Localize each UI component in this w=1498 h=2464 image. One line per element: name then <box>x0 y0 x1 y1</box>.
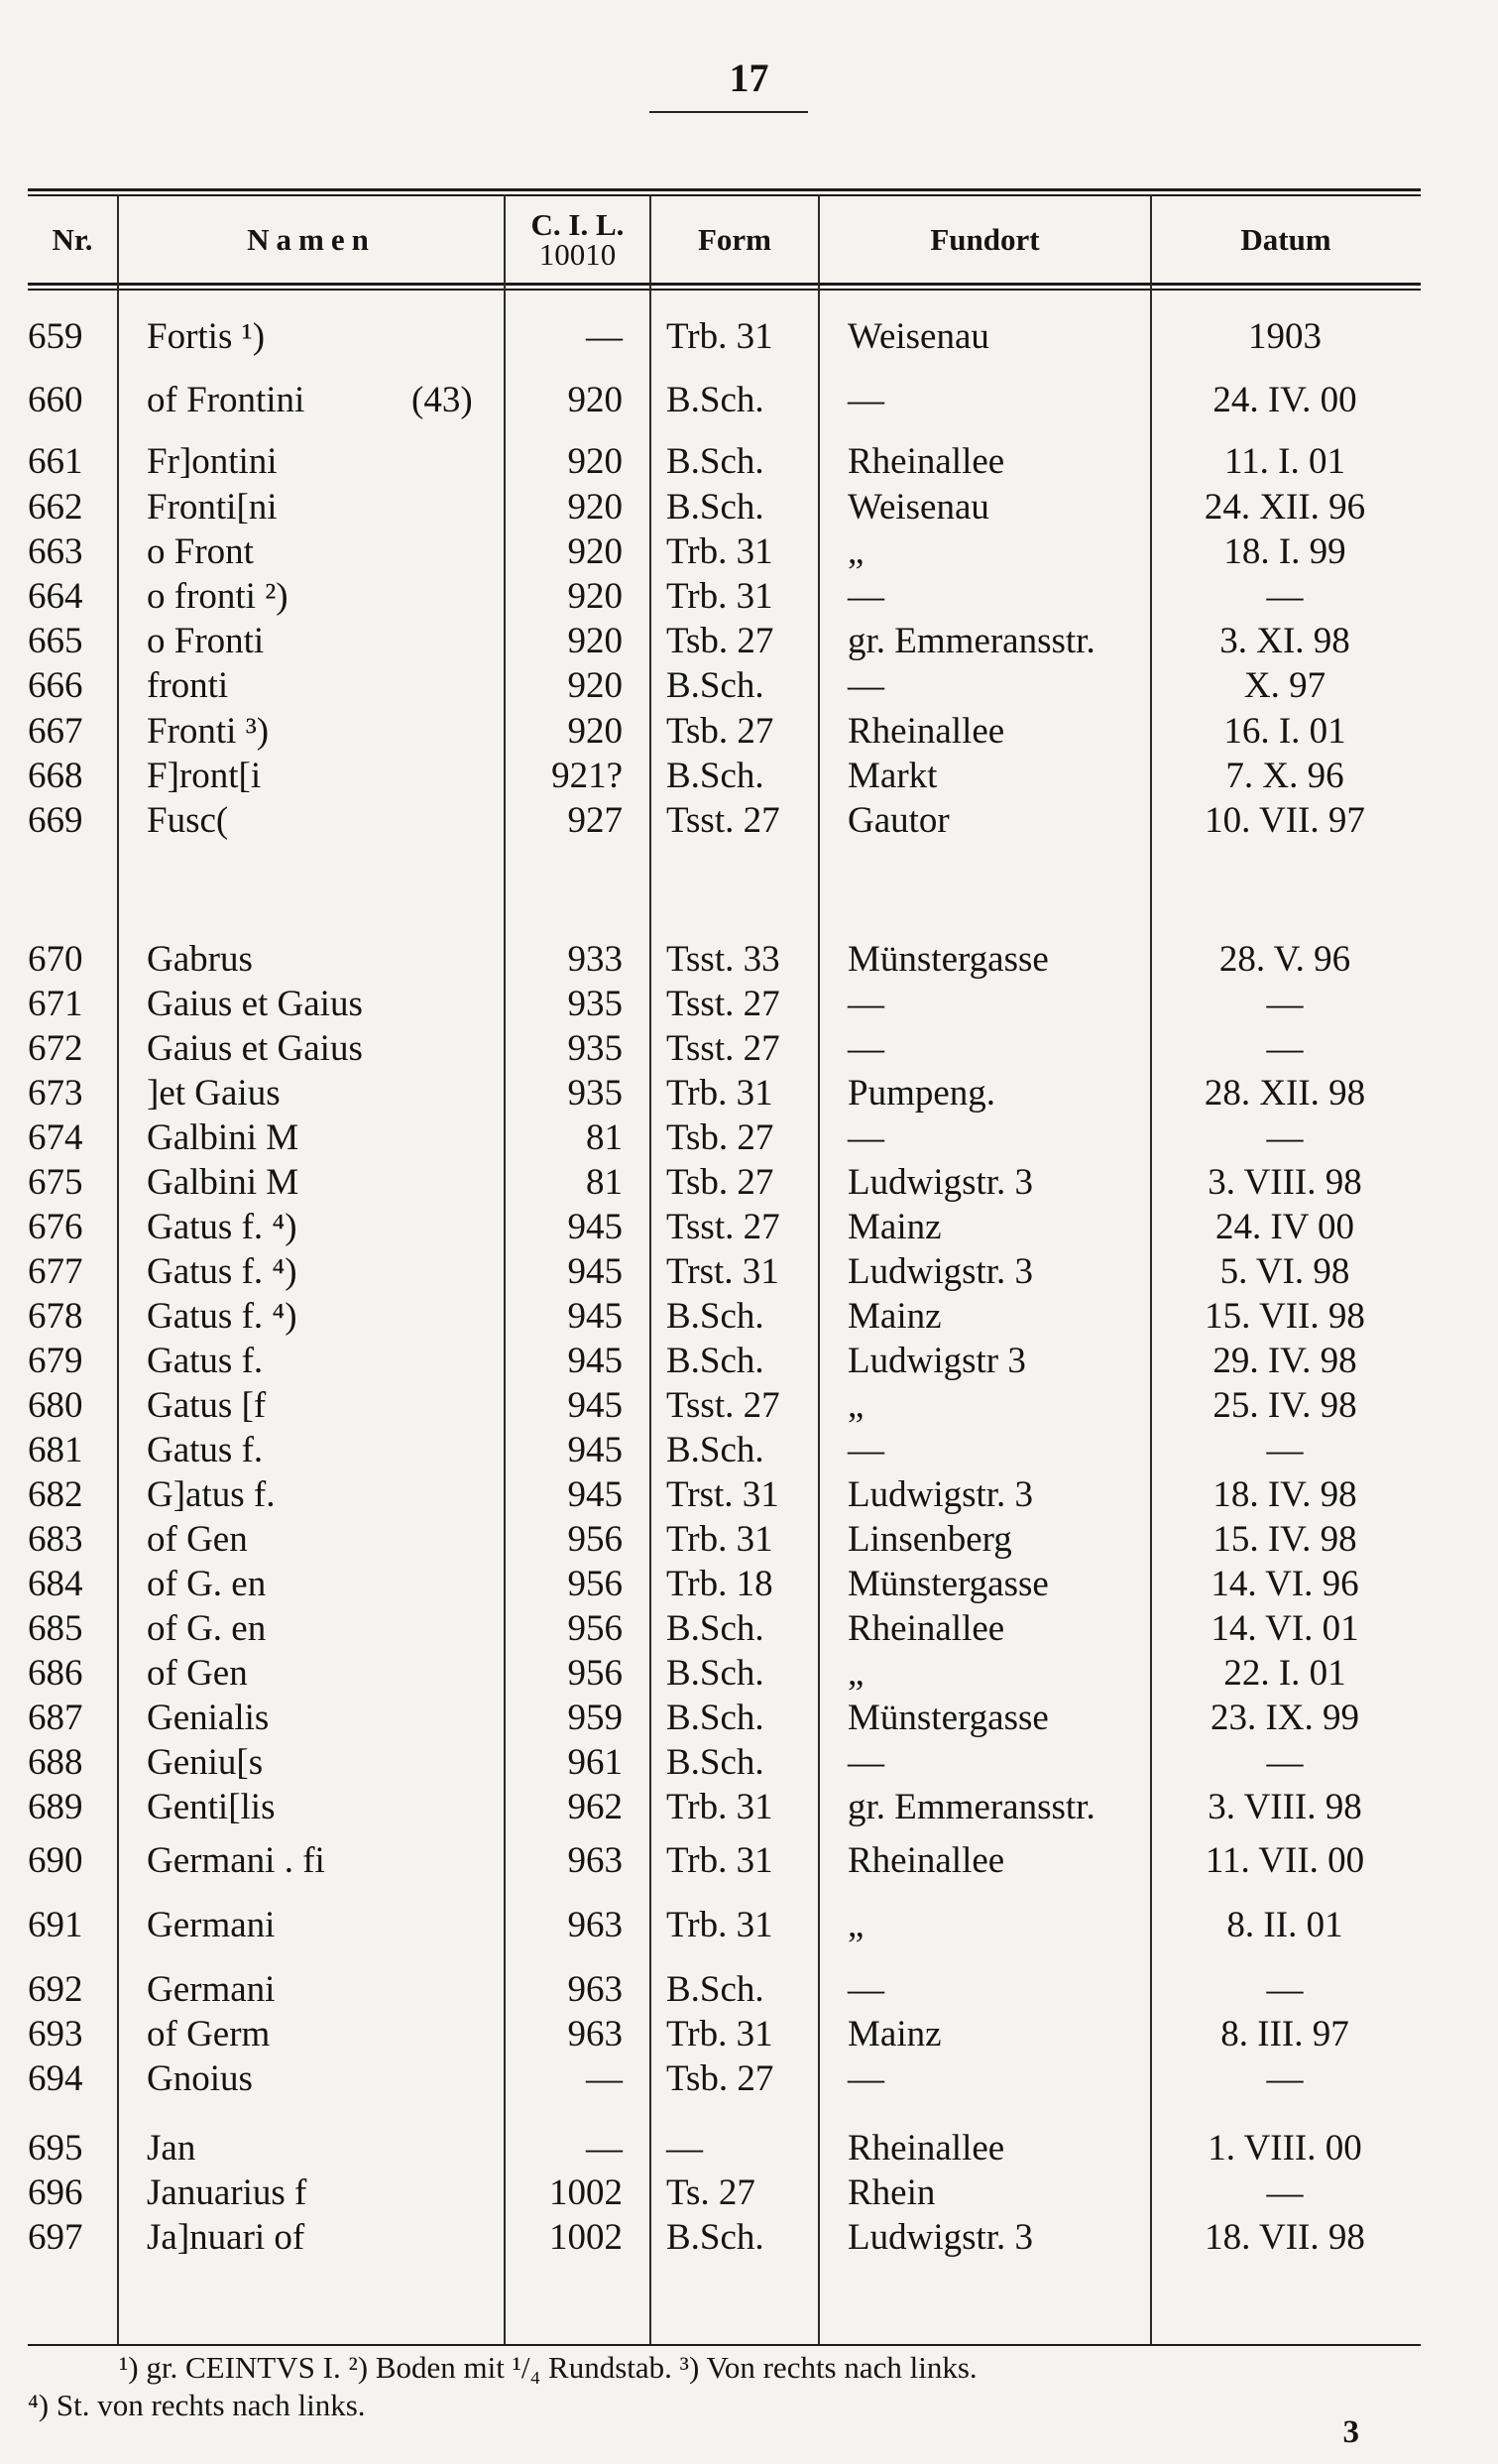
row-datum: 7. X. 96 <box>1225 756 1344 796</box>
row-form: B.Sch. <box>666 1296 764 1337</box>
row-cil: 927 <box>567 800 623 841</box>
row-cil: 920 <box>567 380 623 420</box>
table-row <box>0 1116 1498 1160</box>
table-row <box>0 938 1498 982</box>
row-fundort: — <box>848 1742 884 1783</box>
row-name: Fronti[ni <box>147 487 278 528</box>
row-nr: 691 <box>28 1905 83 1945</box>
row-fundort: — <box>848 576 884 617</box>
row-form: Trb. 31 <box>666 1905 773 1945</box>
row-datum: 28. V. 96 <box>1218 939 1351 980</box>
table-row <box>0 2057 1498 2101</box>
row-form: B.Sch. <box>666 380 764 420</box>
row-datum: 5. VI. 98 <box>1219 1251 1350 1292</box>
row-name: Gatus f. ⁴) <box>147 1207 297 1247</box>
row-cil: 920 <box>567 531 623 572</box>
row-datum: — <box>1266 1742 1304 1783</box>
row-datum: 3. XI. 98 <box>1219 621 1350 661</box>
row-form: Tsb. 27 <box>666 621 774 661</box>
row-form: Trb. 31 <box>666 531 773 572</box>
page-signature-mark: 3 <box>1342 2414 1359 2450</box>
table-row <box>0 1473 1498 1517</box>
table-row <box>0 1786 1498 1829</box>
row-form: Trb. 31 <box>666 1840 773 1881</box>
table-row <box>0 710 1498 754</box>
row-datum: 29. IV. 98 <box>1212 1341 1357 1381</box>
row-form: Tsst. 27 <box>666 800 780 841</box>
table-row <box>0 1027 1498 1071</box>
header-datum: Datum <box>1240 222 1331 257</box>
table-row <box>0 1968 1498 2012</box>
row-datum: 14. VI. 01 <box>1210 1608 1359 1649</box>
row-form: Trb. 31 <box>666 2014 773 2054</box>
row-nr: 672 <box>28 1028 83 1069</box>
footnote-line-2: ⁴) St. von rechts nach links. <box>28 2388 366 2422</box>
row-fundort: Pumpeng. <box>848 1073 996 1114</box>
row-cil: 1002 <box>549 2172 623 2213</box>
row-fundort: „ <box>848 1653 864 1694</box>
row-name: Januarius f <box>147 2172 307 2213</box>
row-datum: 11. I. 01 <box>1224 441 1345 482</box>
row-datum: 25. IV. 98 <box>1212 1385 1357 1426</box>
row-extra: (43) <box>411 380 473 420</box>
row-form: B.Sch. <box>666 1742 764 1783</box>
row-cil: 920 <box>567 487 623 528</box>
table-row <box>0 1741 1498 1785</box>
row-form: — <box>666 2128 703 2169</box>
row-nr: 659 <box>28 316 83 357</box>
table-row <box>0 1839 1498 1883</box>
row-datum: 8. III. 97 <box>1220 2014 1349 2054</box>
row-name: o Fronti <box>147 621 265 661</box>
row-nr: 666 <box>28 665 83 706</box>
row-datum: 8. II. 01 <box>1226 1905 1343 1945</box>
row-name: of Frontini <box>147 380 305 420</box>
row-nr: 679 <box>28 1341 83 1381</box>
row-nr: 663 <box>28 531 83 572</box>
row-fundort: — <box>848 1969 884 2010</box>
row-fundort: Weisenau <box>848 316 989 357</box>
table-row <box>0 575 1498 619</box>
row-cil: 933 <box>567 939 623 980</box>
table-row <box>0 983 1498 1026</box>
row-cil: 956 <box>567 1519 623 1560</box>
row-datum: 3. VIII. 98 <box>1208 1162 1362 1203</box>
row-name: of G. en <box>147 1608 267 1649</box>
table-bottom-rule <box>28 2344 1421 2346</box>
row-cil: 920 <box>567 665 623 706</box>
row-form: Tsst. 33 <box>666 939 780 980</box>
row-name: Genti[lis <box>147 1787 276 1827</box>
row-datum: 28. XII. 98 <box>1204 1073 1366 1114</box>
row-form: Trb. 31 <box>666 1073 773 1114</box>
row-nr: 675 <box>28 1162 83 1203</box>
row-cil: 935 <box>567 1073 623 1114</box>
row-nr: 662 <box>28 487 83 528</box>
row-datum: — <box>1266 1969 1304 2010</box>
row-datum: — <box>1266 984 1304 1024</box>
table-row <box>0 486 1498 529</box>
row-name: of Gen <box>147 1519 248 1560</box>
row-fundort: „ <box>848 1905 864 1945</box>
row-name: G]atus f. <box>147 1474 276 1515</box>
row-form: B.Sch. <box>666 1341 764 1381</box>
table-row <box>0 1206 1498 1249</box>
row-nr: 681 <box>28 1430 83 1470</box>
footnote-line-1: ¹) gr. CEINTVS I. ²) Boden mit ¹/₄ Rundstab. ³) Von rechts nach links. <box>119 2350 978 2385</box>
table-row <box>0 315 1498 359</box>
row-name: Genialis <box>147 1698 270 1738</box>
row-name: Gabrus <box>147 939 253 980</box>
row-name: o Front <box>147 531 254 572</box>
row-name: of G. en <box>147 1564 267 1604</box>
row-form: Ts. 27 <box>666 2172 755 2213</box>
row-fundort: — <box>848 984 884 1024</box>
row-nr: 687 <box>28 1698 83 1738</box>
row-form: Tsst. 27 <box>666 1385 780 1426</box>
row-cil: 921? <box>551 756 623 796</box>
row-cil: 945 <box>567 1207 623 1247</box>
row-nr: 697 <box>28 2217 83 2258</box>
row-form: B.Sch. <box>666 2217 764 2258</box>
row-cil: 961 <box>567 1742 623 1783</box>
row-nr: 665 <box>28 621 83 661</box>
row-name: Galbini M <box>147 1117 299 1158</box>
row-fundort: Rhein <box>848 2172 936 2213</box>
table-row <box>0 1652 1498 1696</box>
row-form: Trb. 31 <box>666 576 773 617</box>
row-nr: 692 <box>28 1969 83 2010</box>
row-name: Germani . fi <box>147 1840 325 1881</box>
row-nr: 688 <box>28 1742 83 1783</box>
row-fundort: Ludwigstr 3 <box>848 1341 1026 1381</box>
row-cil: 1002 <box>549 2217 623 2258</box>
table-row <box>0 2171 1498 2215</box>
page-number-underline <box>649 111 808 113</box>
row-datum: — <box>1266 2172 1304 2213</box>
row-fundort: — <box>848 1117 884 1158</box>
page-number: 17 <box>729 56 769 100</box>
row-name: Ja]nuari of <box>147 2217 305 2258</box>
row-name: Germani <box>147 1969 276 2010</box>
row-form: Tsst. 27 <box>666 1207 780 1247</box>
row-fundort: Weisenau <box>848 487 989 528</box>
row-cil: 920 <box>567 621 623 661</box>
row-form: Tsb. 27 <box>666 1162 774 1203</box>
row-form: Tsb. 27 <box>666 2058 774 2099</box>
row-cil: 945 <box>567 1474 623 1515</box>
row-form: B.Sch. <box>666 1653 764 1694</box>
row-name: Gaius et Gaius <box>147 1028 363 1069</box>
table-row <box>0 530 1498 574</box>
row-cil: 956 <box>567 1608 623 1649</box>
table-row <box>0 1161 1498 1205</box>
row-cil: 920 <box>567 441 623 482</box>
header-form: Form <box>697 222 772 257</box>
row-name: Gatus [f <box>147 1385 267 1426</box>
row-cil: — <box>586 2128 623 2169</box>
header-bottom-rule-inner <box>28 289 1421 291</box>
table-row <box>0 1429 1498 1472</box>
row-cil: 945 <box>567 1385 623 1426</box>
row-nr: 685 <box>28 1608 83 1649</box>
row-nr: 670 <box>28 939 83 980</box>
row-fundort: Münstergasse <box>848 1564 1049 1604</box>
table-row <box>0 1340 1498 1383</box>
row-cil: 945 <box>567 1341 623 1381</box>
row-form: Trb. 31 <box>666 1787 773 1827</box>
row-nr: 667 <box>28 711 83 752</box>
row-fundort: Rheinallee <box>848 711 1005 752</box>
row-name: Fortis ¹) <box>147 316 266 357</box>
row-datum: 22. I. 01 <box>1223 1653 1346 1694</box>
row-name: Gnoius <box>147 2058 253 2099</box>
table-top-rule <box>28 188 1421 191</box>
row-cil: 963 <box>567 1840 623 1881</box>
table-row <box>0 1250 1498 1294</box>
row-fundort: Rheinallee <box>848 1840 1005 1881</box>
row-name: Germani <box>147 1905 276 1945</box>
row-nr: 680 <box>28 1385 83 1426</box>
table-row <box>0 1518 1498 1562</box>
row-datum: 15. IV. 98 <box>1212 1519 1357 1560</box>
row-datum: 11. VII. 00 <box>1205 1840 1365 1881</box>
row-name: Gatus f. <box>147 1430 264 1470</box>
row-form: Trb. 31 <box>666 316 773 357</box>
row-cil: 81 <box>586 1117 623 1158</box>
row-form: B.Sch. <box>666 1698 764 1738</box>
row-fundort: gr. Emmeransstr. <box>848 1787 1095 1827</box>
row-datum: — <box>1266 1117 1304 1158</box>
table-row <box>0 2127 1498 2171</box>
row-fundort: Rheinallee <box>848 2128 1005 2169</box>
row-fundort: Linsenberg <box>848 1519 1012 1560</box>
header-cil-line1: C. I. L. <box>530 207 625 242</box>
table-row <box>0 1295 1498 1339</box>
row-fundort: Ludwigstr. 3 <box>848 1162 1034 1203</box>
row-fundort: „ <box>848 1385 864 1426</box>
row-form: B.Sch. <box>666 665 764 706</box>
row-fundort: Ludwigstr. 3 <box>848 1474 1034 1515</box>
table-row <box>0 1904 1498 1947</box>
header-nr: Nr. <box>52 222 93 257</box>
row-fundort: Markt <box>848 756 938 796</box>
row-cil: 945 <box>567 1296 623 1337</box>
row-name: Gatus f. ⁴) <box>147 1296 297 1337</box>
row-fundort: Mainz <box>848 1296 942 1337</box>
row-fundort: Ludwigstr. 3 <box>848 2217 1034 2258</box>
row-datum: 24. XII. 96 <box>1204 487 1366 528</box>
table-row <box>0 664 1498 708</box>
row-cil: 956 <box>567 1653 623 1694</box>
table-row <box>0 1563 1498 1606</box>
row-datum: — <box>1266 2058 1304 2099</box>
row-form: Tsb. 27 <box>666 1117 774 1158</box>
row-nr: 668 <box>28 756 83 796</box>
row-name: ]et Gaius <box>147 1073 281 1114</box>
row-name: Fusc( <box>147 800 229 841</box>
row-name: o fronti ²) <box>147 576 288 617</box>
header-cil-line2: 10010 <box>538 237 617 272</box>
header-fundort: Fundort <box>930 222 1040 257</box>
row-cil: 935 <box>567 984 623 1024</box>
row-nr: 682 <box>28 1474 83 1515</box>
row-name: Galbini M <box>147 1162 299 1203</box>
row-cil: 935 <box>567 1028 623 1069</box>
row-nr: 689 <box>28 1787 83 1827</box>
table-row <box>0 1697 1498 1740</box>
table-row <box>0 799 1498 843</box>
row-nr: 686 <box>28 1653 83 1694</box>
row-datum: — <box>1266 1028 1304 1069</box>
row-nr: 683 <box>28 1519 83 1560</box>
row-fundort: gr. Emmeransstr. <box>848 621 1095 661</box>
row-nr: 660 <box>28 380 83 420</box>
row-nr: 694 <box>28 2058 83 2099</box>
row-name: Geniu[s <box>147 1742 264 1783</box>
row-nr: 690 <box>28 1840 83 1881</box>
row-cil: 962 <box>567 1787 623 1827</box>
row-form: Tsst. 27 <box>666 1028 780 1069</box>
row-cil: 959 <box>567 1698 623 1738</box>
row-cil: — <box>586 316 623 357</box>
row-cil: 945 <box>567 1251 623 1292</box>
row-fundort: Münstergasse <box>848 939 1049 980</box>
row-form: Trst. 31 <box>666 1251 779 1292</box>
row-datum: 14. VI. 96 <box>1210 1564 1359 1604</box>
row-name: Jan <box>147 2128 196 2169</box>
table-row <box>0 1607 1498 1651</box>
row-datum: 15. VII. 98 <box>1205 1296 1365 1337</box>
row-datum: 23. IX. 99 <box>1210 1698 1360 1738</box>
row-form: B.Sch. <box>666 1608 764 1649</box>
row-cil: 945 <box>567 1430 623 1470</box>
row-datum: X. 97 <box>1243 665 1326 706</box>
row-fundort: — <box>848 1028 884 1069</box>
row-datum: 16. I. 01 <box>1223 711 1346 752</box>
header-namen: Namen <box>247 222 376 257</box>
row-name: of Germ <box>147 2014 271 2054</box>
row-datum: 3. VIII. 98 <box>1208 1787 1362 1827</box>
row-nr: 678 <box>28 1296 83 1337</box>
row-fundort: Rheinallee <box>848 441 1005 482</box>
row-datum: — <box>1266 1430 1304 1470</box>
row-name: Gatus f. <box>147 1341 264 1381</box>
row-name: F]ront[i <box>147 756 262 796</box>
row-nr: 664 <box>28 576 83 617</box>
row-fundort: Gautor <box>848 800 950 841</box>
row-datum: 10. VII. 97 <box>1205 800 1365 841</box>
row-fundort: — <box>848 665 884 706</box>
row-name: fronti <box>147 665 229 706</box>
table-row <box>0 440 1498 484</box>
row-cil: 81 <box>586 1162 623 1203</box>
row-datum: 18. IV. 98 <box>1212 1474 1357 1515</box>
row-cil: — <box>586 2058 623 2099</box>
table-row <box>0 379 1498 422</box>
row-fundort: — <box>848 2058 884 2099</box>
table-row <box>0 2216 1498 2260</box>
row-form: Tsb. 27 <box>666 711 774 752</box>
row-nr: 661 <box>28 441 83 482</box>
row-cil: 963 <box>567 1905 623 1945</box>
row-datum: 18. VII. 98 <box>1205 2217 1365 2258</box>
header-cil <box>506 194 649 286</box>
row-form: Trst. 31 <box>666 1474 779 1515</box>
row-datum: 1903 <box>1248 316 1322 357</box>
row-cil: 963 <box>567 2014 623 2054</box>
table-row <box>0 755 1498 798</box>
row-datum: 1. VIII. 00 <box>1208 2128 1362 2169</box>
row-cil: 963 <box>567 1969 623 2010</box>
row-name: Fr]ontini <box>147 441 278 482</box>
row-form: Trb. 18 <box>666 1564 773 1604</box>
table-row <box>0 620 1498 663</box>
row-fundort: Mainz <box>848 2014 942 2054</box>
row-nr: 693 <box>28 2014 83 2054</box>
row-form: B.Sch. <box>666 756 764 796</box>
row-fundort: Rheinallee <box>848 1608 1005 1649</box>
row-form: B.Sch. <box>666 1430 764 1470</box>
row-name: Fronti ³) <box>147 711 270 752</box>
row-nr: 673 <box>28 1073 83 1114</box>
row-form: B.Sch. <box>666 487 764 528</box>
row-form: Tsst. 27 <box>666 984 780 1024</box>
table-row <box>0 2013 1498 2056</box>
row-nr: 676 <box>28 1207 83 1247</box>
row-datum: — <box>1266 576 1304 617</box>
row-name: Gatus f. ⁴) <box>147 1251 297 1292</box>
row-form: B.Sch. <box>666 1969 764 2010</box>
row-fundort: Ludwigstr. 3 <box>848 1251 1034 1292</box>
row-nr: 677 <box>28 1251 83 1292</box>
row-form: B.Sch. <box>666 441 764 482</box>
table-row <box>0 1072 1498 1115</box>
row-datum: 24. IV. 00 <box>1212 380 1357 420</box>
row-nr: 684 <box>28 1564 83 1604</box>
row-nr: 696 <box>28 2172 83 2213</box>
row-name: of Gen <box>147 1653 248 1694</box>
row-cil: 920 <box>567 711 623 752</box>
row-fundort: Münstergasse <box>848 1698 1049 1738</box>
row-fundort: — <box>848 380 884 420</box>
row-fundort: „ <box>848 531 864 572</box>
row-nr: 669 <box>28 800 83 841</box>
row-datum: 24. IV 00 <box>1214 1207 1355 1247</box>
row-fundort: Mainz <box>848 1207 942 1247</box>
row-nr: 671 <box>28 984 83 1024</box>
row-nr: 695 <box>28 2128 83 2169</box>
row-cil: 920 <box>567 576 623 617</box>
row-datum: 18. I. 99 <box>1223 531 1346 572</box>
table-row <box>0 1384 1498 1428</box>
row-form: Trb. 31 <box>666 1519 773 1560</box>
row-cil: 956 <box>567 1564 623 1604</box>
row-fundort: — <box>848 1430 884 1470</box>
row-nr: 674 <box>28 1117 83 1158</box>
row-name: Gaius et Gaius <box>147 984 363 1024</box>
